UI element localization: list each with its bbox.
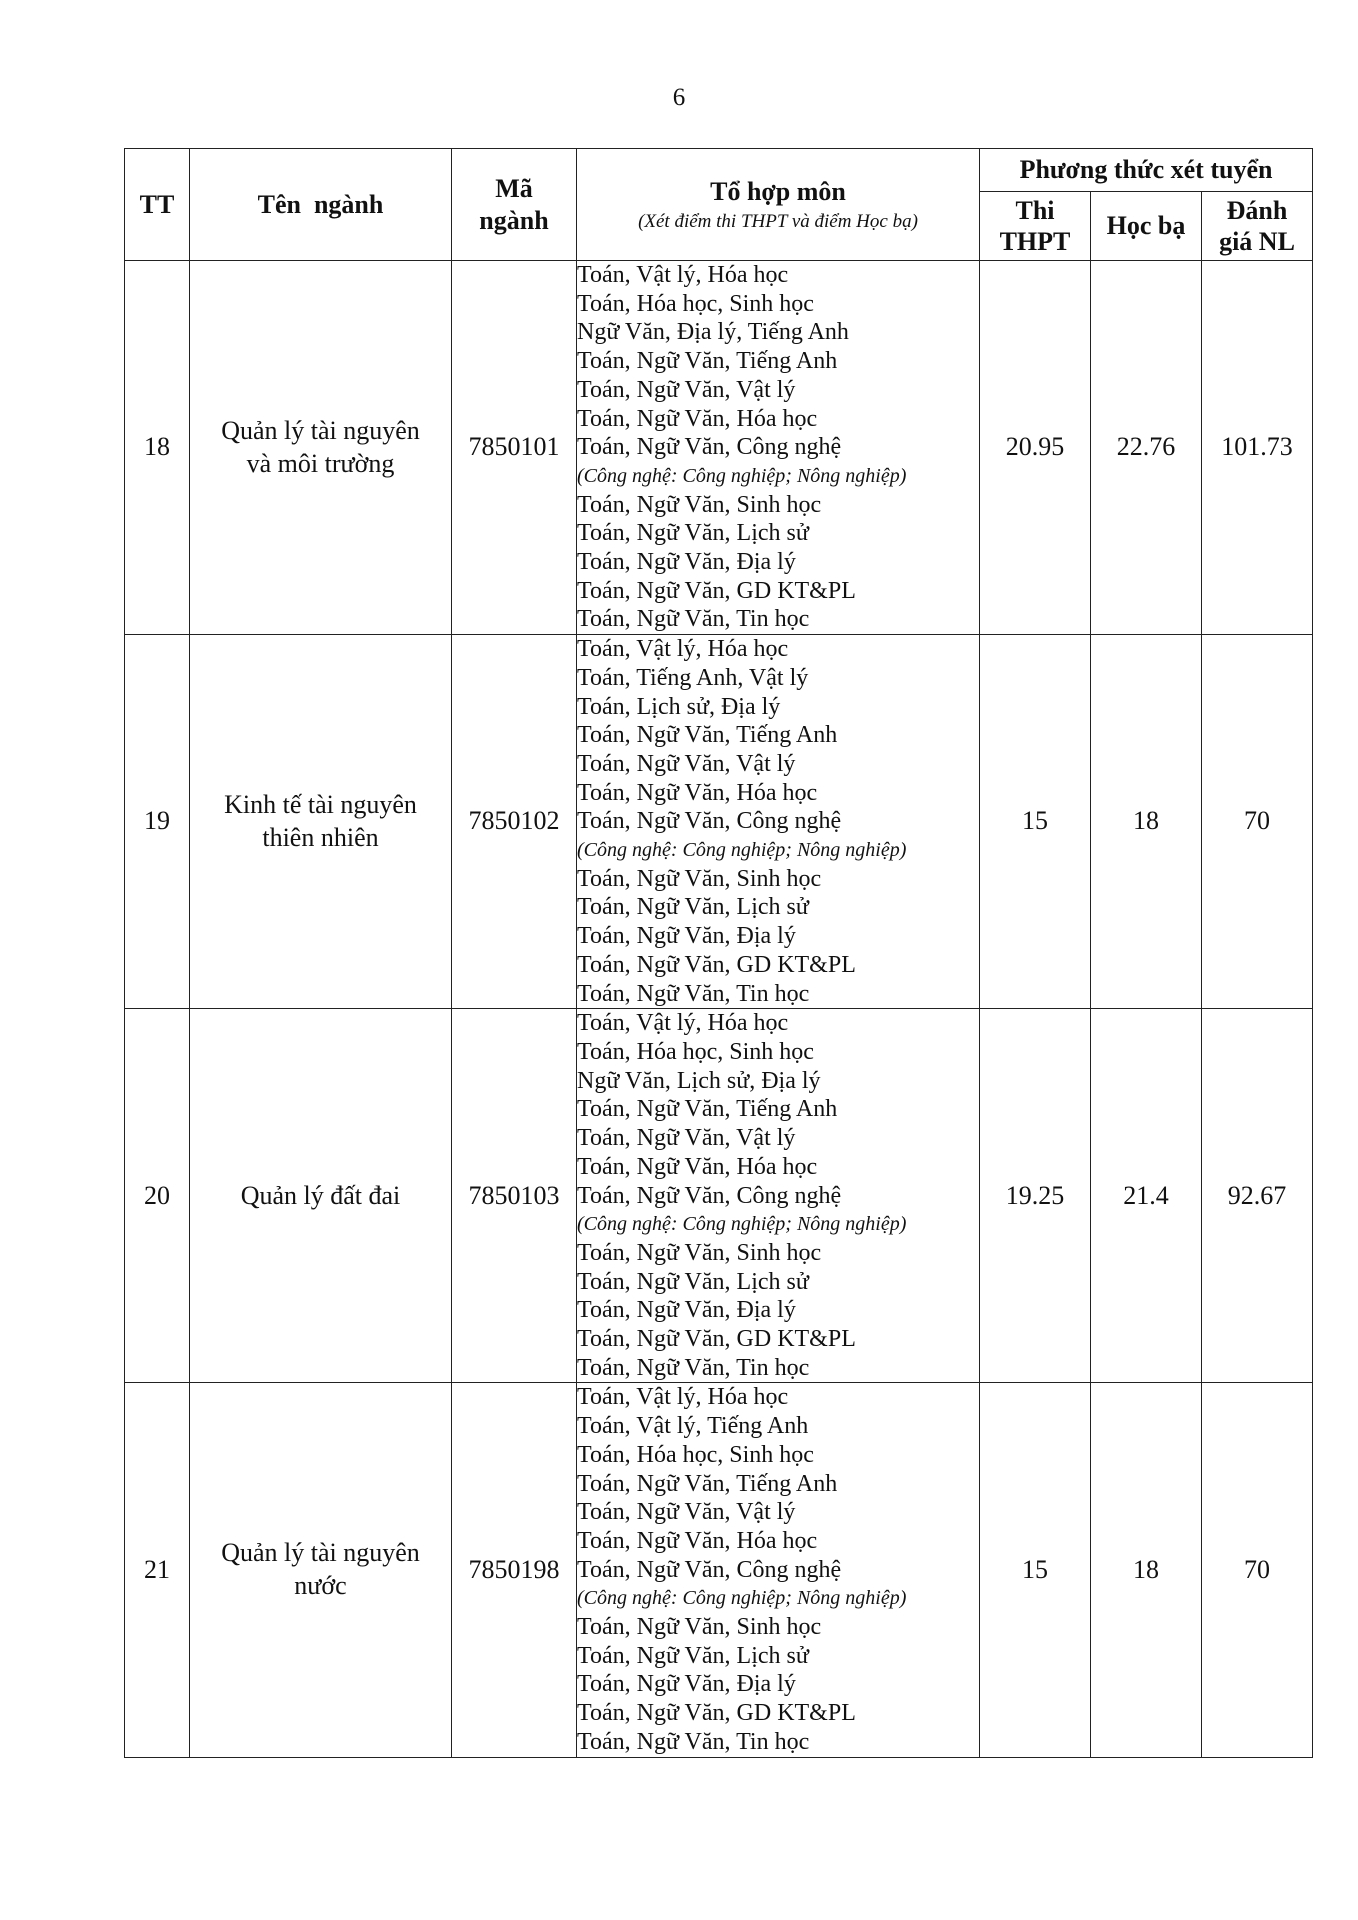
combo-item: Toán, Ngữ Văn, Công nghệ <box>577 1556 842 1583</box>
combo-item: Toán, Ngữ Văn, GD KT&PL <box>577 951 856 978</box>
header-combo-title: Tổ hợp môn <box>710 176 846 206</box>
combo-item: Toán, Ngữ Văn, Địa lý <box>577 1297 796 1324</box>
cell-major-code: 7850101 <box>452 261 577 635</box>
cell-score-thpt: 15 <box>980 635 1091 1009</box>
cell-tt: 20 <box>125 1009 190 1383</box>
table-body <box>125 261 1313 1758</box>
combo-item: Toán, Ngữ Văn, GD KT&PL <box>577 577 856 604</box>
header-methods: Phương thức xét tuyển <box>980 149 1313 192</box>
combo-item: Toán, Ngữ Văn, Vật lý <box>577 1499 796 1526</box>
cell-major-name: Quản lý tài nguyên và môi trường <box>190 261 452 635</box>
combo-item: Toán, Ngữ Văn, GD KT&PL <box>577 1326 856 1353</box>
combo-item: Toán, Ngữ Văn, Lịch sử <box>577 1642 809 1669</box>
combo-item: Toán, Ngữ Văn, Hóa học <box>577 1153 818 1180</box>
cell-score-hocba: 18 <box>1091 1383 1202 1757</box>
combo-item: Toán, Ngữ Văn, Tiếng Anh <box>577 348 838 375</box>
combo-item: Toán, Ngữ Văn, GD KT&PL <box>577 1700 856 1727</box>
combo-item: Toán, Ngữ Văn, Vật lý <box>577 376 796 403</box>
header-tt: TT <box>125 149 190 261</box>
admissions-table <box>124 148 1313 1758</box>
cell-score-dgnl: 70 <box>1202 1383 1313 1757</box>
combo-item: Toán, Hóa học, Sinh học <box>577 290 814 317</box>
combo-item: Toán, Ngữ Văn, Tin học <box>577 606 810 633</box>
combo-item: Toán, Ngữ Văn, Hóa học <box>577 779 818 806</box>
combo-item: Ngữ Văn, Địa lý, Tiếng Anh <box>577 319 849 346</box>
combo-item: Toán, Ngữ Văn, Lịch sử <box>577 1268 809 1295</box>
cell-score-dgnl: 92.67 <box>1202 1009 1313 1383</box>
header-thpt-label: Thi THPT <box>999 195 1071 256</box>
cell-subject-combos <box>577 635 980 1009</box>
cell-score-thpt: 19.25 <box>980 1009 1091 1383</box>
cell-major-code: 7850198 <box>452 1383 577 1757</box>
combo-item: Ngữ Văn, Lịch sử, Địa lý <box>577 1067 821 1094</box>
combo-item: Toán, Ngữ Văn, Tin học <box>577 980 810 1007</box>
header-thpt <box>980 192 1091 261</box>
combo-item: Toán, Ngữ Văn, Vật lý <box>577 750 796 777</box>
combo-item: Toán, Ngữ Văn, Tin học <box>577 1728 810 1755</box>
combo-item: Toán, Ngữ Văn, Công nghệ <box>577 808 842 835</box>
combo-item: Toán, Hóa học, Sinh học <box>577 1038 814 1065</box>
combo-item: Toán, Ngữ Văn, Sinh học <box>577 1239 822 1266</box>
table-header <box>125 149 1313 261</box>
combo-item: Toán, Ngữ Văn, Công nghệ <box>577 1182 842 1209</box>
cell-score-hocba: 18 <box>1091 635 1202 1009</box>
cell-tt: 21 <box>125 1383 190 1757</box>
header-dgnl <box>1202 192 1313 261</box>
combo-item: Toán, Ngữ Văn, Vật lý <box>577 1125 796 1152</box>
combo-note: (Công nghệ: Công nghiệp; Nông nghiệp) <box>577 1587 907 1610</box>
cell-major-code: 7850102 <box>452 635 577 1009</box>
header-combo-note: (Xét điểm thi THPT và điểm Học bạ) <box>638 210 918 232</box>
combo-item: Toán, Ngữ Văn, Sinh học <box>577 1614 822 1641</box>
combo-item: Toán, Ngữ Văn, Lịch sử <box>577 520 809 547</box>
cell-subject-combos <box>577 1383 980 1757</box>
cell-score-dgnl: 70 <box>1202 635 1313 1009</box>
cell-tt: 19 <box>125 635 190 1009</box>
cell-score-dgnl: 101.73 <box>1202 261 1313 635</box>
combo-item: Toán, Hóa học, Sinh học <box>577 1441 814 1468</box>
page-number: 6 <box>672 84 686 111</box>
cell-major-name: Quản lý đất đai <box>190 1009 452 1383</box>
header-dgnl-label: Đánh giá NL <box>1219 195 1295 256</box>
combo-item: Toán, Tiếng Anh, Vật lý <box>577 664 809 691</box>
cell-subject-combos <box>577 1009 980 1383</box>
combo-item: Toán, Ngữ Văn, Địa lý <box>577 1671 796 1698</box>
combo-item: Toán, Ngữ Văn, Tin học <box>577 1354 810 1381</box>
combo-item: Toán, Ngữ Văn, Sinh học <box>577 865 822 892</box>
combo-item: Toán, Ngữ Văn, Địa lý <box>577 923 796 950</box>
combo-item: Toán, Ngữ Văn, Tiếng Anh <box>577 1096 838 1123</box>
cell-major-name: Kinh tế tài nguyên thiên nhiên <box>190 635 452 1009</box>
combo-note: (Công nghệ: Công nghiệp; Nông nghiệp) <box>577 839 907 862</box>
cell-major-name: Quản lý tài nguyên nước <box>190 1383 452 1757</box>
cell-score-hocba: 22.76 <box>1091 261 1202 635</box>
combo-item: Toán, Lịch sử, Địa lý <box>577 693 781 720</box>
cell-subject-combos <box>577 261 980 635</box>
combo-item: Toán, Ngữ Văn, Sinh học <box>577 491 822 518</box>
table-row <box>125 1383 1313 1757</box>
cell-score-hocba: 21.4 <box>1091 1009 1202 1383</box>
cell-score-thpt: 15 <box>980 1383 1091 1757</box>
header-code <box>452 149 577 261</box>
combo-item: Toán, Vật lý, Hóa học <box>577 1010 789 1037</box>
table-row <box>125 261 1313 635</box>
header-hocba: Học bạ <box>1091 192 1202 261</box>
combo-item: Toán, Ngữ Văn, Tiếng Anh <box>577 1470 838 1497</box>
combo-item: Toán, Vật lý, Hóa học <box>577 1384 789 1411</box>
table-row <box>125 1009 1313 1383</box>
combo-item: Toán, Ngữ Văn, Hóa học <box>577 405 818 432</box>
header-name: Tên ngành <box>190 149 452 261</box>
cell-score-thpt: 20.95 <box>980 261 1091 635</box>
combo-item: Toán, Vật lý, Hóa học <box>577 262 789 288</box>
cell-tt: 18 <box>125 261 190 635</box>
table-row <box>125 635 1313 1009</box>
combo-note: (Công nghệ: Công nghiệp; Nông nghiệp) <box>577 1213 907 1236</box>
header-combo <box>577 149 980 261</box>
combo-item: Toán, Ngữ Văn, Công nghệ <box>577 434 842 461</box>
combo-item: Toán, Ngữ Văn, Địa lý <box>577 549 796 576</box>
combo-item: Toán, Vật lý, Tiếng Anh <box>577 1413 809 1440</box>
combo-item: Toán, Ngữ Văn, Lịch sử <box>577 894 809 921</box>
combo-item: Toán, Vật lý, Hóa học <box>577 636 789 663</box>
combo-item: Toán, Ngữ Văn, Hóa học <box>577 1527 818 1554</box>
cell-major-code: 7850103 <box>452 1009 577 1383</box>
combo-item: Toán, Ngữ Văn, Tiếng Anh <box>577 722 838 749</box>
header-code-label: Mã ngành <box>479 174 549 235</box>
combo-note: (Công nghệ: Công nghiệp; Nông nghiệp) <box>577 464 907 487</box>
